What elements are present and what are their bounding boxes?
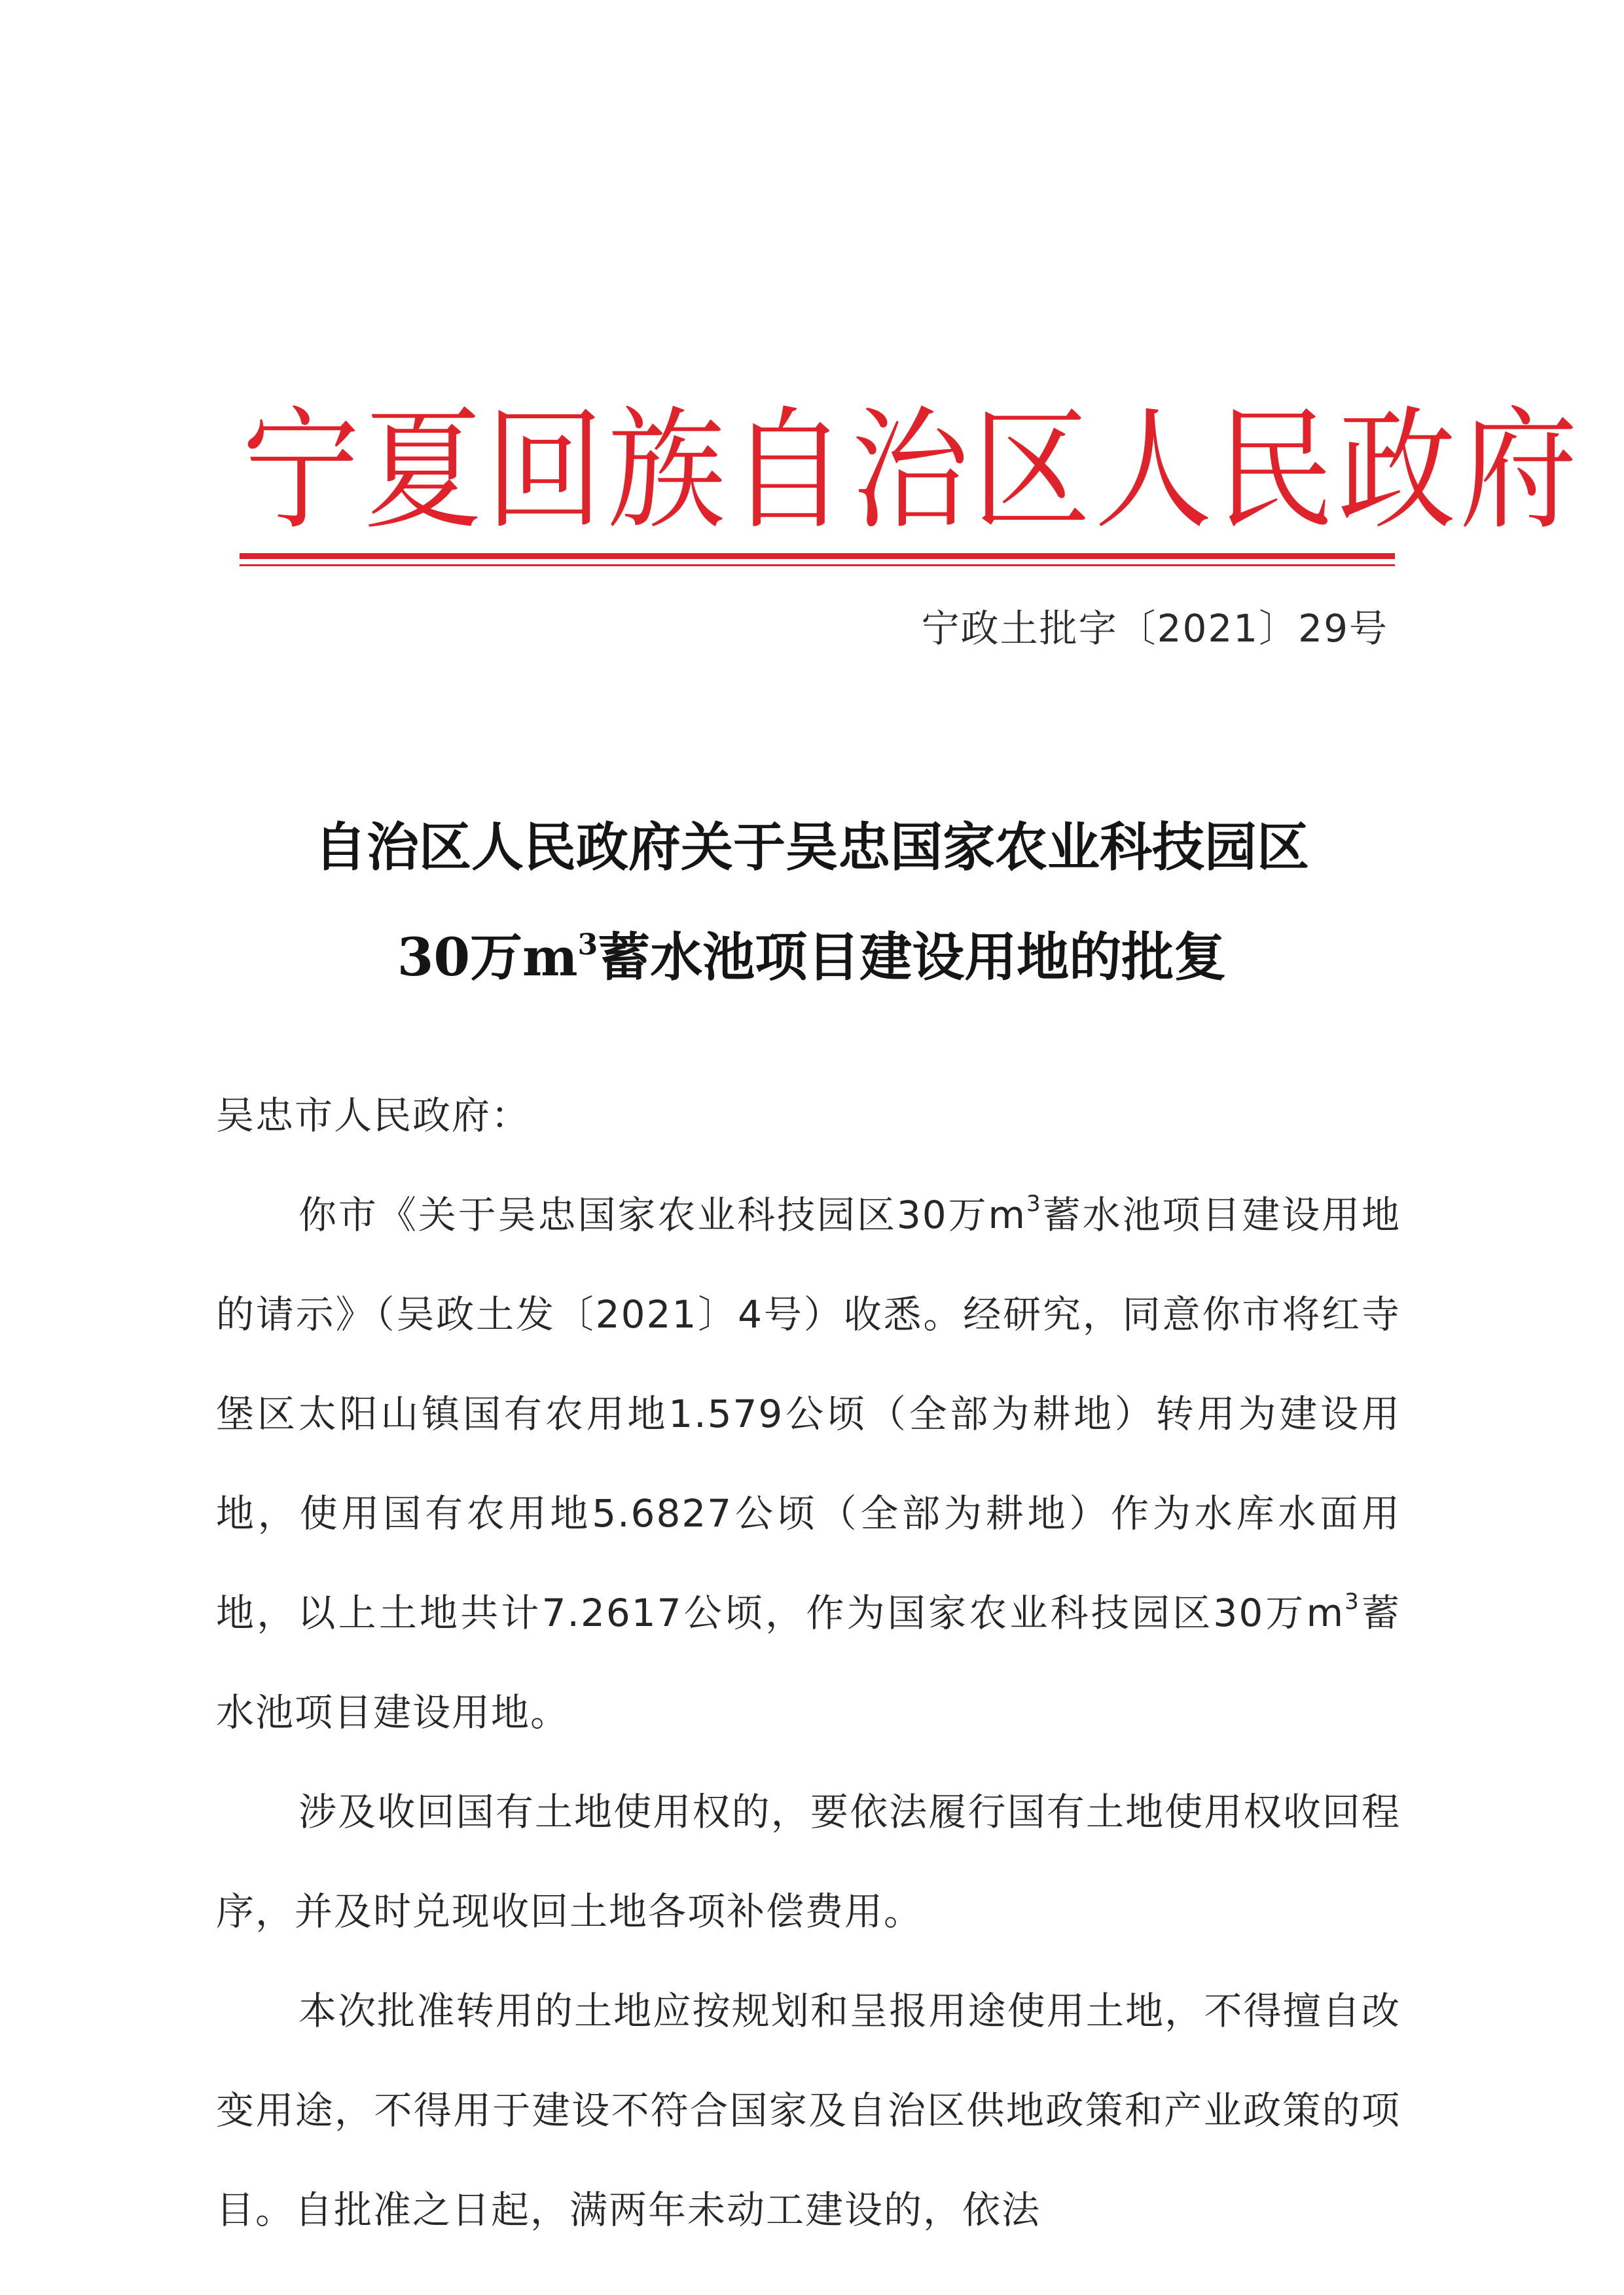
issuer-masthead: 宁夏回族自治区人民政府 — [242, 394, 1582, 548]
paragraph-1-superscript-2: 3 — [1344, 1589, 1360, 1615]
masthead-rule-thin — [240, 564, 1395, 566]
addressee: 吴忠市人民政府： — [216, 1093, 531, 1138]
document-number: 宁政土批字〔2021〕29号 — [921, 606, 1388, 651]
masthead-rule-thick — [240, 553, 1395, 559]
title-line-2 — [216, 902, 1407, 1012]
paragraph-1-part-a: 你市《关于吴忠国家农业科技园区30万m — [298, 1193, 1027, 1237]
document-body — [216, 1066, 1401, 2260]
document-title — [216, 792, 1407, 1012]
paragraph-1-part-b: 蓄水池项目建设用地的请示》（吴政土发〔2021〕4号）收悉。经研究，同意你市将红寺堡区太阳山镇国有农用地1.579公顷（全部为耕地）转用为建设用地，使用国有农用地5.6827公顷（全部为耕地）作为水库水面用地，以上土地共计7.2617公顷，作为国家农业科技园区30万m — [216, 1193, 1401, 1635]
title-line-2-post: 蓄水池项目建设用地的批复 — [598, 926, 1227, 988]
title-line-1: 自治区人民政府关于吴忠国家农业科技园区 — [314, 816, 1309, 878]
paragraph-3: 本次批准转用的土地应按规划和呈报用途使用土地，不得擅自改变用途，不得用于建设不符合国家及自治区供地政策和产业政策的项目。自批准之日起，满两年未动工建设的，依法 — [216, 1989, 1401, 2232]
paragraph-1-part-c: 蓄水池项目建设用地。 — [216, 1591, 1401, 1735]
title-line-2-pre: 30万m — [397, 926, 578, 988]
paragraph-1-superscript-1: 3 — [1026, 1191, 1042, 1217]
title-superscript: 3 — [577, 928, 598, 962]
paragraph-2: 涉及收回国有土地使用权的，要依法履行国有土地使用权收回程序，并及时兑现收回土地各项补偿费用。 — [216, 1790, 1401, 1934]
paragraph-1 — [216, 1165, 1401, 1762]
